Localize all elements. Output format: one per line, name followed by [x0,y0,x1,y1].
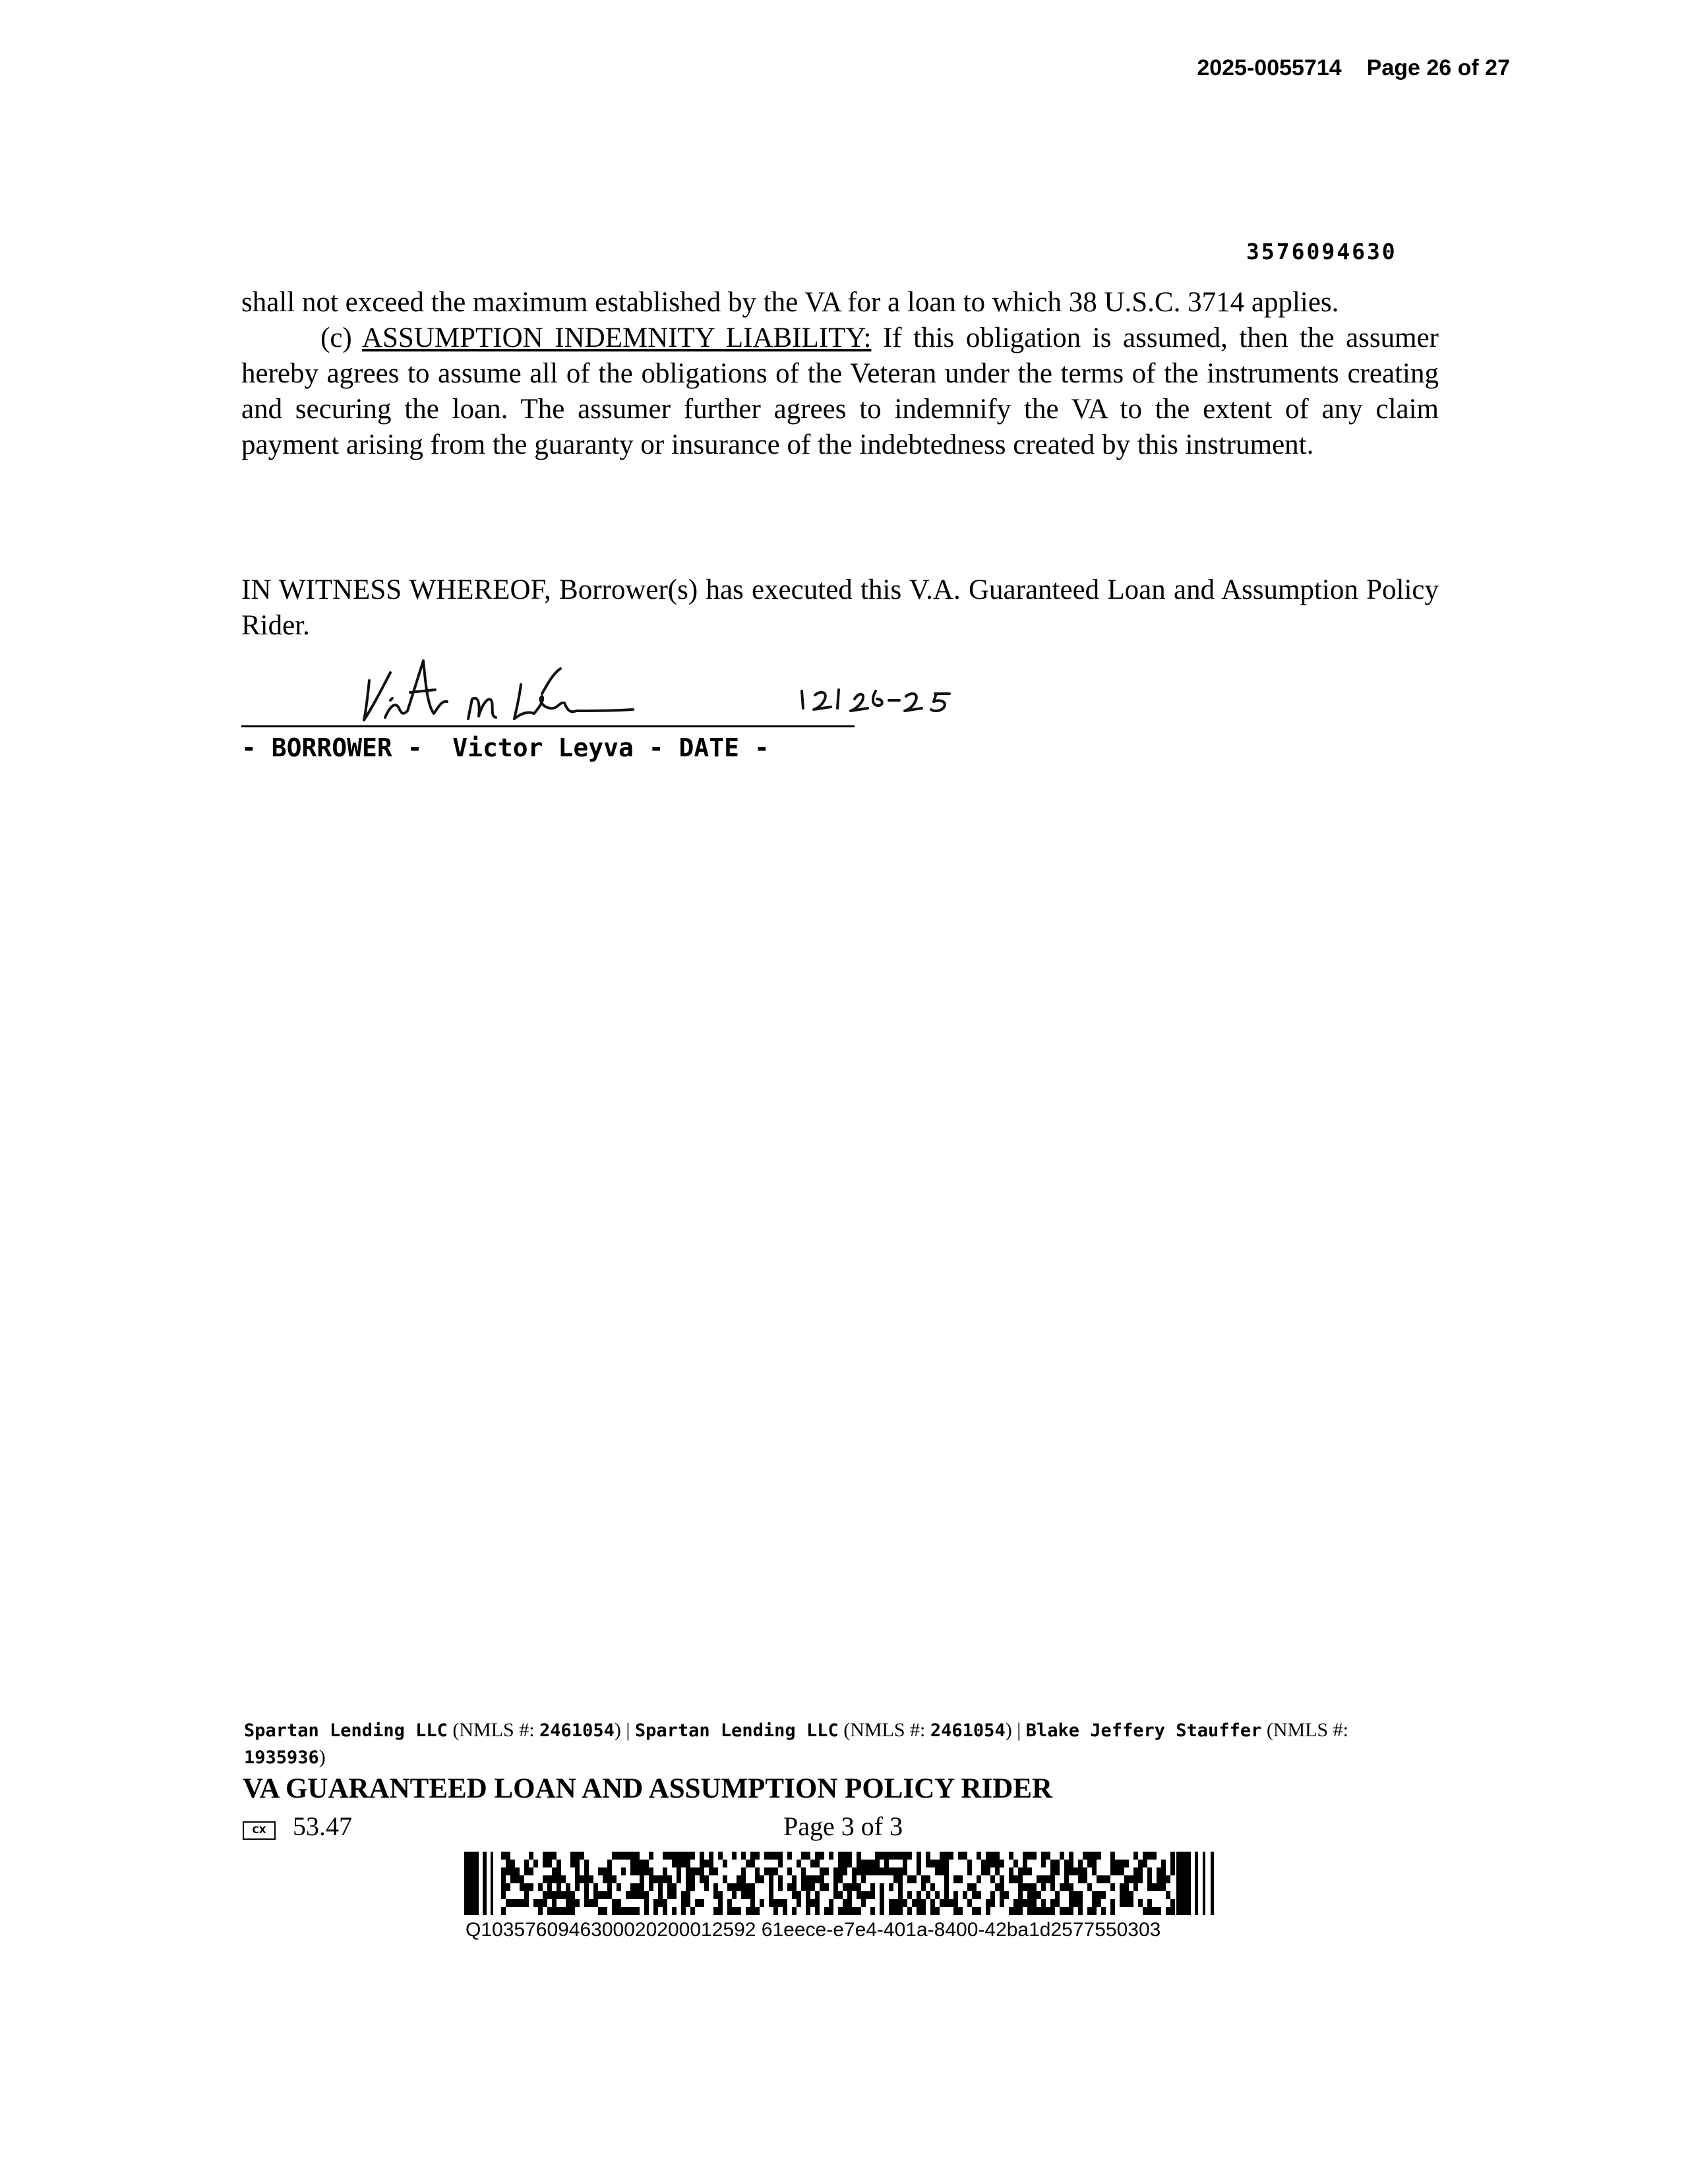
witness-clause: IN WITNESS WHEREOF, Borrower(s) has executed this V.A. Guaranteed Loan and Assumption Policy Rider. [241,574,1439,641]
document-number: 2025-0055714 [1197,55,1342,80]
loan-number: 3576094630 [1246,239,1397,264]
recording-page-count: Page 26 of 27 [1366,55,1510,80]
separator: | [620,1719,635,1741]
barcode-text: Q1035760946300020200012592 61eece-e7e4-401a-8400-42ba1d2577550303 [466,1919,1161,1941]
recording-header [1197,55,1510,81]
form-title: VA GUARANTEED LOAN AND ASSUMPTION POLICY RIDER [243,1773,1053,1804]
paragraph-c-heading: ASSUMPTION INDEMNITY LIABILITY: [361,322,872,353]
form-number: 53.47 [293,1811,352,1841]
lender1-nmls-label: (NMLS #: [447,1719,540,1741]
lender2-nmls-label: (NMLS #: [838,1719,930,1741]
handwritten-signature [237,628,1029,727]
originator-nmls-label: (NMLS #: [1261,1719,1349,1741]
paragraph-c-prefix: (c) [320,322,362,353]
originator-name: Blake Jeffery Stauffer [1025,1720,1262,1741]
originator-nmls-value: 1935936 [244,1747,319,1768]
lender1-nmls-value: 2461054 [539,1720,615,1741]
originator-close: ) [318,1746,326,1768]
barcode [462,1849,1226,1918]
lender2-close: ) [1005,1719,1012,1741]
separator: | [1011,1719,1026,1741]
lender2-name: Spartan Lending LLC [634,1720,839,1741]
rider-body [241,285,1439,463]
lender1-name: Spartan Lending LLC [244,1720,448,1741]
paragraph-c [241,320,1439,463]
signature-caption: - BORROWER - Victor Leyva - DATE - [241,733,769,762]
signature-line [241,725,855,727]
form-logo-icon: CX [243,1821,276,1840]
paragraph-c-text: If this obligation is assumed, then the assumer hereby agrees to assume all of the obligations of the Veteran under the terms of the instruments creating and securing the loan. The assumer further agrees to indemnify the VA to the extent of any claim payment arising from the guaranty or insurance of the indebtedness created by this instrument. [241,322,1439,460]
lender2-nmls-value: 2461054 [930,1720,1006,1741]
body-line-continuation: shall not exceed the maximum established by the VA for a loan to which 38 U.S.C. 3714 applies. [241,287,1339,318]
lender-info [244,1717,1378,1771]
form-page-label: Page 3 of 3 [783,1811,903,1841]
lender1-close: ) [614,1719,621,1741]
